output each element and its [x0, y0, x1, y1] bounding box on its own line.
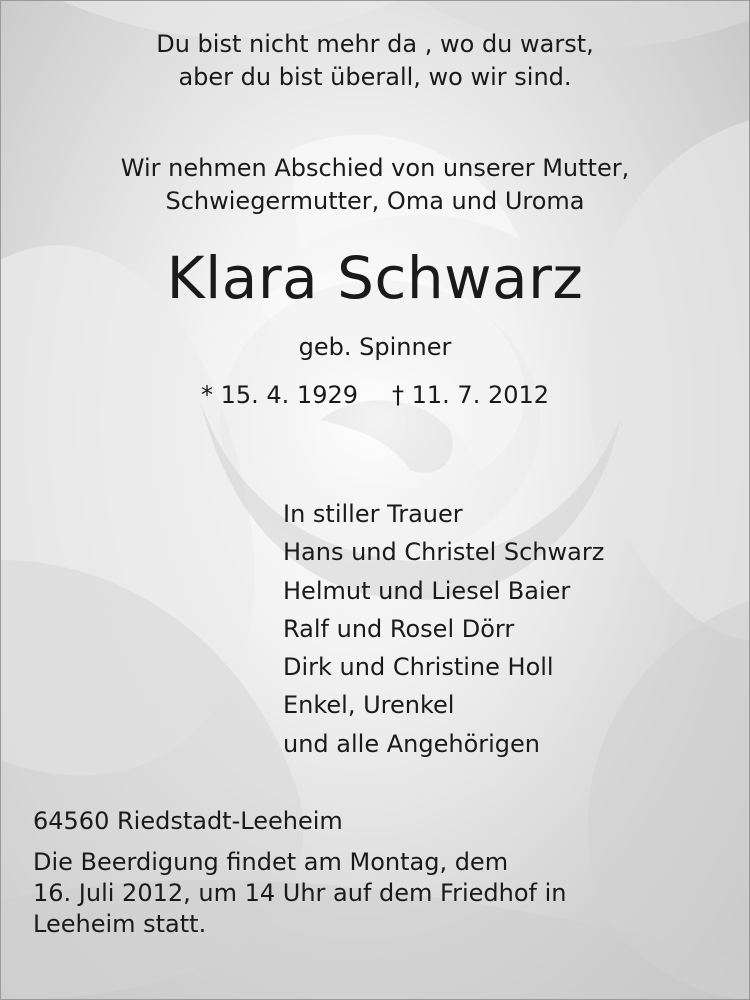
mourner-line: Ralf und Rosel Dörr	[283, 614, 515, 643]
mourner-line: Enkel, Urenkel	[283, 691, 455, 720]
funeral-line-3: Leeheim statt.	[33, 910, 207, 938]
deceased-name: Klara Schwarz	[166, 244, 584, 312]
place-of-residence: 64560 Riedstadt-Leeheim	[33, 807, 343, 835]
mourner-line: und alle Angehörigen	[283, 729, 540, 758]
poem-line-2: aber du bist überall, wo wir sind.	[178, 63, 572, 91]
mourner-line: In stiller Trauer	[283, 500, 463, 528]
mourner-line: Hans und Christel Schwarz	[283, 538, 605, 567]
mourner-line: Helmut und Liesel Baier	[283, 576, 571, 605]
mourner-line: Dirk und Christine Holl	[283, 653, 554, 682]
mourners-list	[283, 495, 604, 763]
intro-line-2: Schwiegermutter, Oma und Uroma	[165, 187, 585, 215]
life-dates	[0, 380, 750, 410]
farewell-intro	[0, 152, 750, 218]
maiden-name: geb. Spinner	[298, 333, 452, 361]
poem	[0, 28, 750, 94]
birth-date: * 15. 4. 1929	[200, 381, 358, 409]
death-date: † 11. 7. 2012	[392, 381, 550, 409]
intro-line-1: Wir nehmen Abschied von unserer Mutter,	[120, 154, 630, 182]
funeral-info	[33, 847, 713, 940]
funeral-line-1: Die Beerdigung findet am Montag, dem	[33, 848, 509, 876]
funeral-line-2: 16. Juli 2012, um 14 Uhr auf dem Friedhof in	[33, 879, 567, 907]
poem-line-1: Du bist nicht mehr da , wo du warst,	[156, 30, 594, 58]
